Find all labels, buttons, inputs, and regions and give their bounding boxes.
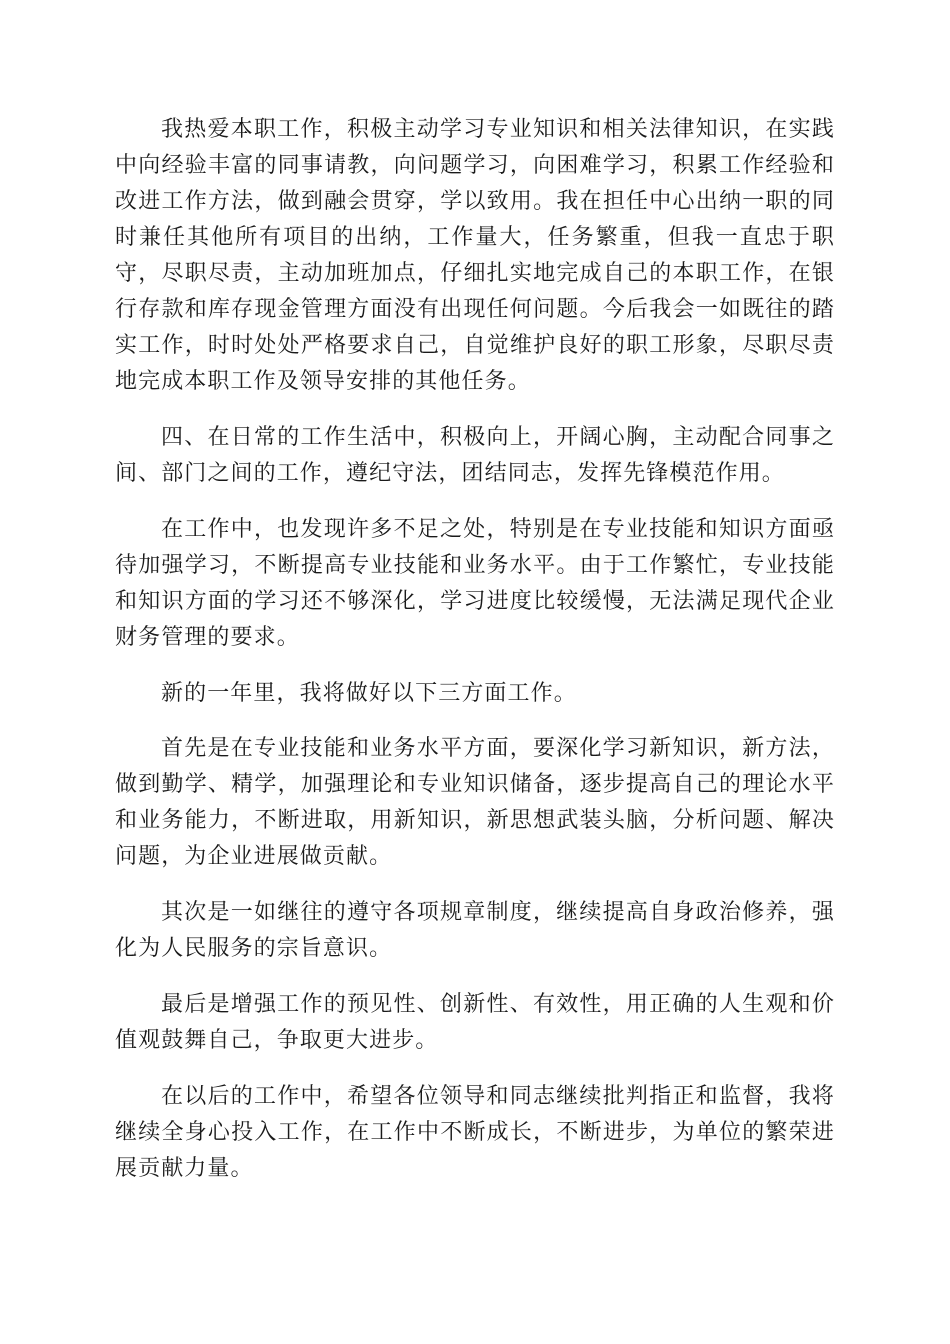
paragraph-new-year-intro: 新的一年里，我将做好以下三方面工作。	[161, 681, 577, 706]
paragraph-job-dedication: 我热爱本职工作，积极主动学习专业知识和相关法律知识，在实践中向经验丰富的同事请教，向问题学习，向困难学习，积累工作经验和改进工作方法，做到融会贯穿，学以致用。我在担任中心出纳一职的同时兼任其他所有项目的出纳，工作量大，任务繁重，但我一直忠于职守，尽职尽责，主动加班加点，仔细扎实地完成自己的本职工作，在银行存款和库存现金管理方面没有出现任何问题。今后我会一如既往的踏实工作，时时处处严格要求自己，自觉维护良好的职工形象，尽职尽责地完成本职工作及领导安排的其他任务。	[115, 117, 835, 394]
paragraph-section-four: 四、在日常的工作生活中，积极向上，开阔心胸，主动配合同事之间、部门之间的工作，遵纪守法，团结同志，发挥先锋模范作用。	[115, 425, 835, 486]
paragraph-shortcomings: 在工作中，也发现许多不足之处，特别是在专业技能和知识方面亟待加强学习，不断提高专业技能和业务水平。由于工作繁忙，专业技能和知识方面的学习还不够深化，学习进度比较缓慢，无法满足现代企业财务管理的要求。	[115, 517, 835, 650]
paragraph-second-goal: 其次是一如继往的遵守各项规章制度，继续提高自身政治修养，强化为人民服务的宗旨意识。	[115, 900, 835, 961]
paragraph-closing: 在以后的工作中，希望各位领导和同志继续批判指正和监督，我将继续全身心投入工作，在工作中不断成长，不断进步，为单位的繁荣进展贡献力量。	[115, 1084, 835, 1181]
paragraph-third-goal: 最后是增强工作的预见性、创新性、有效性，用正确的人生观和价值观鼓舞自己，争取更大进步。	[115, 992, 835, 1053]
paragraph-first-goal: 首先是在专业技能和业务水平方面，要深化学习新知识，新方法，做到勤学、精学，加强理论和专业知识储备，逐步提高自己的理论水平和业务能力，不断进取，用新知识，新思想武装头脑，分析问题、解决问题，为企业进展做贡献。	[115, 736, 835, 869]
document-body	[115, 112, 835, 1187]
